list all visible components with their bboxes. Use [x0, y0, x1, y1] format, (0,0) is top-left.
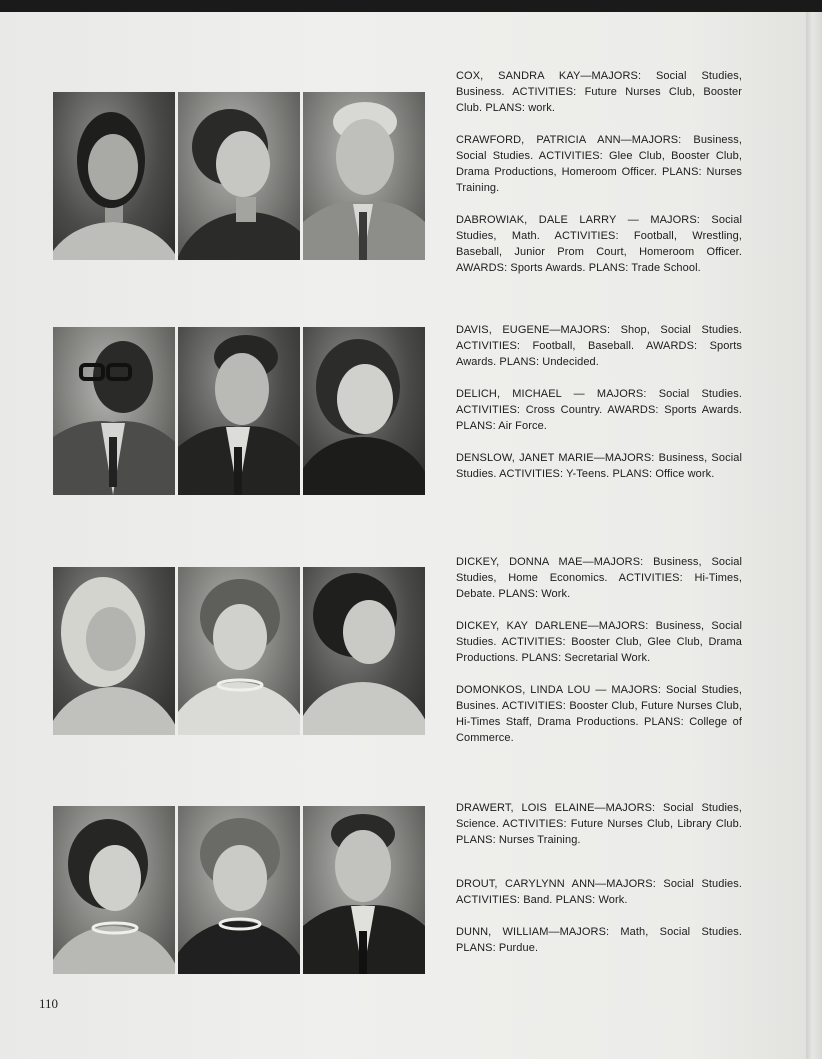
portrait-photo-denslow — [303, 327, 425, 495]
photo-row — [53, 567, 425, 735]
portrait-photo-dickey-donna — [53, 567, 175, 735]
entry-text: DABROWIAK, DALE LARRY — MAJORS: Social Studies, Math. ACTIVITIES: Football, Wrestling, Baseball, Junior Prom Court, Homeroom Officer. AWARDS: Sports Awards. PLANS: Trade School. — [456, 214, 742, 274]
portrait-photo-crawford — [178, 92, 300, 260]
photo-row — [53, 327, 425, 495]
entry-text: DENSLOW, JANET MARIE—MAJORS: Business, Social Studies. ACTIVITIES: Y-Teens. PLANS: Office work. — [456, 452, 742, 480]
entry-text: DOMONKOS, LINDA LOU — MAJORS: Social Studies, Busines. ACTIVITIES: Booster Club, Future Nurses Club, Hi-Times Staff, Drama Productions. PLANS: College of Commerce. — [456, 684, 742, 744]
entry-text: DELICH, MICHAEL — MAJORS: Social Studies. ACTIVITIES: Cross Country. AWARDS: Sports Awards. PLANS: Air Force. — [456, 388, 742, 432]
portrait-photo-drawert — [53, 806, 175, 974]
portrait-photo-davis — [53, 327, 175, 495]
portrait-photo-domonkos — [303, 567, 425, 735]
entry-text: COX, SANDRA KAY—MAJORS: Social Studies, Business. ACTIVITIES: Future Nurses Club, Booster Club. PLANS: work. — [456, 70, 742, 114]
entry-text: DICKEY, DONNA MAE—MAJORS: Business, Social Studies, Home Economics. ACTIVITIES: Hi-Times, Debate. PLANS: Work. — [456, 556, 742, 600]
entry-text: CRAWFORD, PATRICIA ANN—MAJORS: Business, Social Studies. ACTIVITIES: Glee Club, Booster Club, Drama Productions, Homeroom Officer. PLANS: Nurses Training. — [456, 134, 742, 194]
entries-column — [456, 800, 742, 972]
portrait-photo-drout — [178, 806, 300, 974]
entry-text: DUNN, WILLIAM—MAJORS: Math, Social Studies. PLANS: Purdue. — [456, 926, 742, 954]
portrait-photo-delich — [178, 327, 300, 495]
portrait-photo-cox — [53, 92, 175, 260]
page-gutter — [806, 12, 822, 1059]
photo-row — [53, 806, 425, 974]
entries-column — [456, 554, 742, 762]
portrait-photo-dabrowiak — [303, 92, 425, 260]
entries-column — [456, 68, 742, 292]
entry-text: DICKEY, KAY DARLENE—MAJORS: Business, Social Studies. ACTIVITIES: Booster Club, Glee Club, Drama Productions. PLANS: Secretarial Work. — [456, 620, 742, 664]
entry-text: DROUT, CARYLYNN ANN—MAJORS: Social Studies. ACTIVITIES: Band. PLANS: Work. — [456, 878, 742, 906]
page-number: 110 — [39, 996, 59, 1011]
entries-column — [456, 322, 742, 498]
portrait-photo-dunn — [303, 806, 425, 974]
portrait-photo-dickey-kay — [178, 567, 300, 735]
photo-row — [53, 92, 425, 260]
entry-text: DRAWERT, LOIS ELAINE—MAJORS: Social Studies, Science. ACTIVITIES: Future Nurses Club, Library Club. PLANS: Nurses Training. — [456, 802, 742, 846]
entry-text: DAVIS, EUGENE—MAJORS: Shop, Social Studies. ACTIVITIES: Football, Baseball. AWARDS: Sports Awards. PLANS: Undecided. — [456, 324, 742, 368]
